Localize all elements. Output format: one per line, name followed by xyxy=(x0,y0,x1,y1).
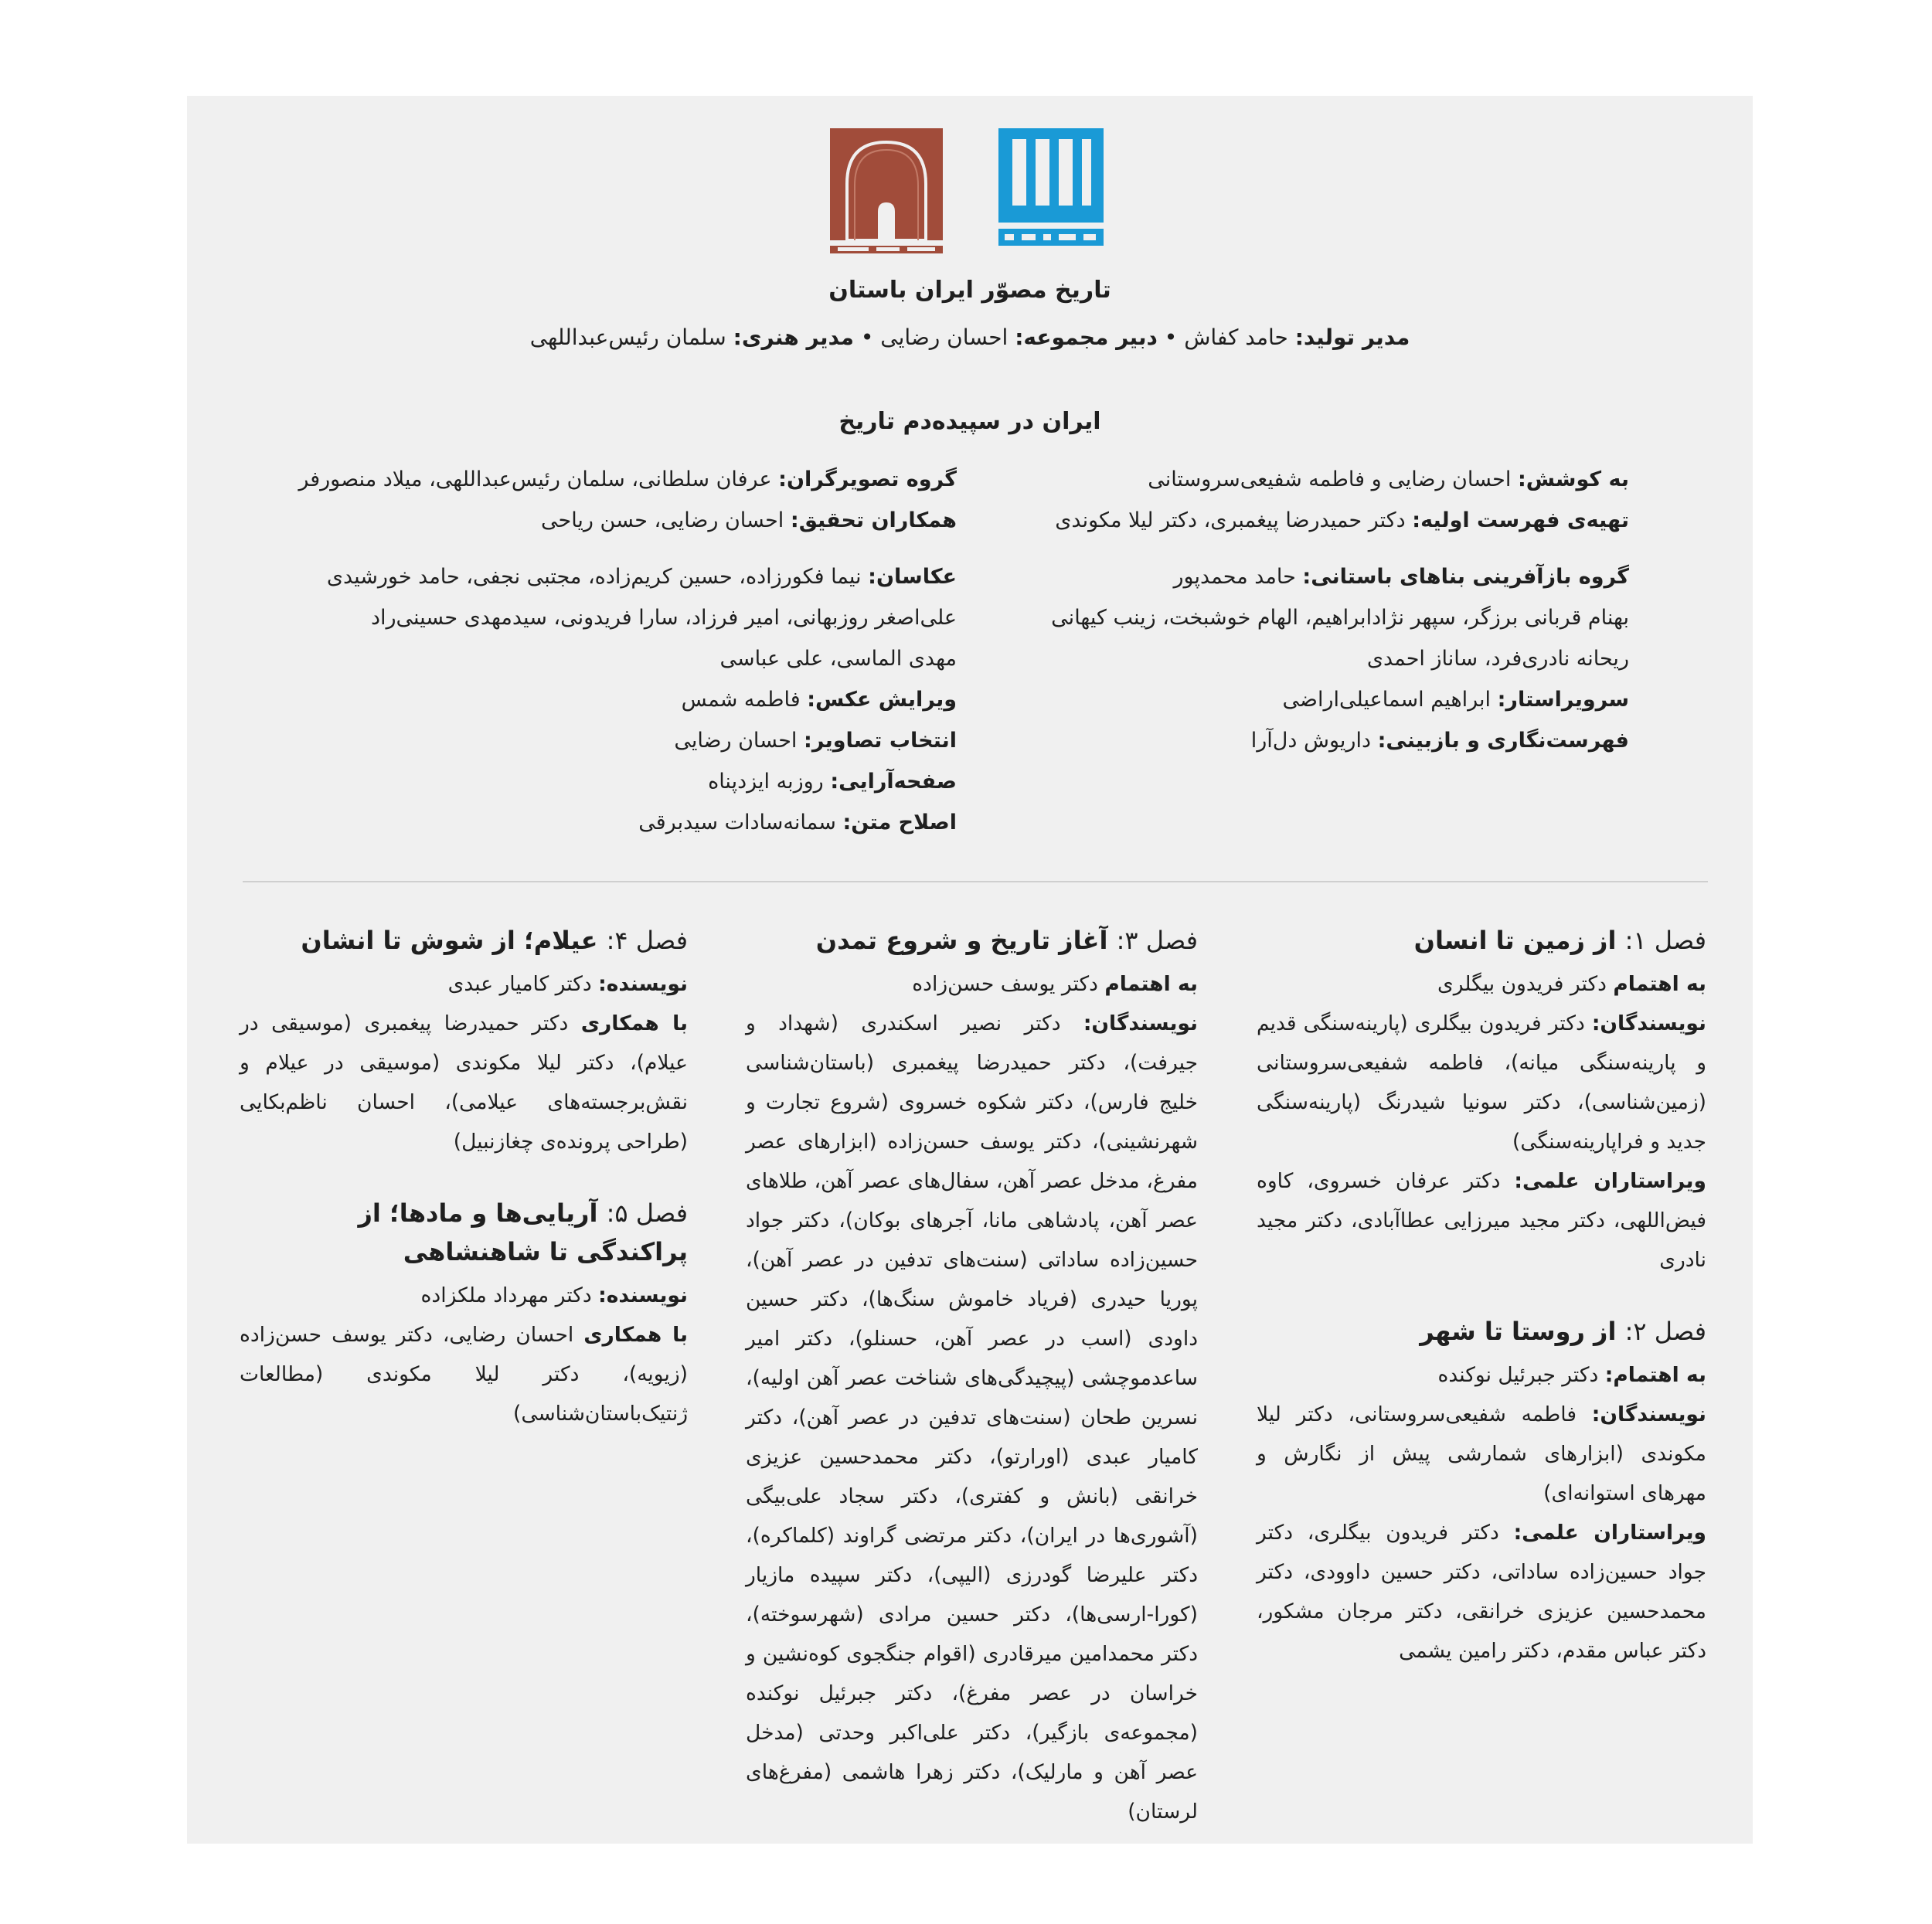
series-editor-label: دبیر مجموعه: xyxy=(1015,325,1158,350)
credit-label: با همکاری xyxy=(580,1011,688,1035)
chapter-authors xyxy=(746,1004,1198,1831)
credit-label: به اهتمام: xyxy=(1604,1363,1706,1387)
credit-label: نویسندگان: xyxy=(1083,1011,1198,1035)
chapter-supervision xyxy=(746,964,1198,1004)
credit-label: ویراستاران علمی: xyxy=(1513,1521,1706,1545)
credit-chief-editor xyxy=(1051,679,1629,720)
chapter-sci-editors xyxy=(1257,1161,1706,1280)
chapter-name: آریایی‌ها و مادها؛ از پراکندگی تا شاهنشاهی xyxy=(358,1198,688,1266)
chapter-1-title xyxy=(1257,921,1706,960)
art-director-label: مدیر هنری: xyxy=(733,325,854,350)
credit-reconstruction xyxy=(1051,556,1629,597)
chapter-collab xyxy=(240,1004,688,1161)
logo-area xyxy=(187,128,1753,260)
credit-label: نویسنده: xyxy=(598,972,688,996)
chapter-number: فصل ۳: xyxy=(1116,926,1198,955)
chapter-2-title xyxy=(1257,1312,1706,1351)
sayan-publications-logo xyxy=(998,128,1104,258)
series-editor: احسان رضایی xyxy=(880,325,1009,350)
chapter-authors xyxy=(1257,1395,1706,1513)
chapter-author xyxy=(240,1276,688,1315)
credit-layout xyxy=(298,761,957,802)
chapter-number: فصل ۴: xyxy=(606,926,688,955)
credit-value: نیما فکورزاده، حسین کریم‌زاده، مجتبی نجفی، حامد خورشیدی xyxy=(326,565,862,589)
credit-label: به کوشش: xyxy=(1517,467,1629,491)
credit-value: دکتر حمیدرضا پیغمبری، دکتر لیلا مکوندی xyxy=(1055,508,1406,532)
managers-line xyxy=(187,325,1753,350)
credit-label: نویسندگان: xyxy=(1591,1402,1706,1426)
chapter-collab xyxy=(240,1315,688,1433)
chapter-number: فصل ۵: xyxy=(606,1198,688,1228)
spacer xyxy=(1051,541,1629,556)
art-director: سلمان رئیس‌عبداللهی xyxy=(529,325,726,350)
credit-value: احسان رضایی، دکتر یوسف حسن‌زاده (زیویه)، دکتر لیلا مکوندی (مطالعات ژنتیک‌باستان‌شناسی) xyxy=(240,1323,688,1426)
credit-value-line: علی‌اصغر روزبهانی، امیر فرزاد، سارا فریدونی، سیدمهدی حسینی‌راد xyxy=(370,606,957,630)
chapter-supervision xyxy=(1257,1355,1706,1395)
credit-value: فاطمه شمس xyxy=(681,688,801,712)
chapter-authors xyxy=(1257,1004,1706,1161)
chapter-name: از زمین تا انسان xyxy=(1413,926,1617,955)
credit-value: دکتر نصیر اسکندری (شهداد و جیرفت)، دکتر حمیدرضا پیغمبری (باستان‌شناسی خلیج فارس)، دکتر شکوه خسروی (شروع تجارت و شهرنشینی)، دکتر یوسف حسن‌زاده (ابزارهای عصر مفرغ، مدخل عصر آهن، سفال‌های عصر آهن، طلاهای عصر آهن، پادشاهی مانا، آجرهای بوکان)، دکتر جواد حسین‌زاده ساداتی (سنت‌های تدفین در عصر آهن)، پوریا حیدری (فریاد خاموش سنگ‌ها)، دکتر حسین داودی (اسب در عصر آهن، حسنلو)، دکتر امیر ساعدموچشی (پیچیدگی‌های شناخت عصر آهن اولیه)، نسرین طحان (سنت‌های تدفین در عصر آهن)، دکتر کامیار عبدی (اورارتو)، دکتر محمدحسین عزیزی خرانقی (بانش و کفتری)، دکتر سجاد علی‌بیگی (آشوری‌ها در ایران)، دکتر مرتضی گراوند (کلماکره)، دکتر علیرضا گودرزی (الیپی)، دکتر سپیده مازیار (کورا-ارسی‌ها)، دکتر حسین مرادی (شهرسوخته)، دکتر محمدامین میرقادری (اقوام جنگجوی کوه‌نشین و خراسان در عصر مفرغ)، دکتر جبرئیل نوکنده (مجموعه‌ی بازگیر)، دکتر علی‌اکبر وحدتی (مدخل عصر آهن و مارلیک)، دکتر زهرا هاشمی (مفرغ‌های لرستان) xyxy=(746,1011,1198,1824)
chapter-5-title xyxy=(240,1194,688,1271)
credits-right-column xyxy=(1051,459,1629,761)
production-manager-label: مدیر تولید: xyxy=(1294,325,1410,350)
credit-value: حامد محمدپور xyxy=(1173,565,1296,589)
credit-label: ویراستاران علمی: xyxy=(1514,1169,1706,1193)
credit-value: فاطمه شفیعی‌سروستانی، دکتر لیلا مکوندی (ابزارهای شمارشی پیش از نگارش و مهرهای استوانه‌ای) xyxy=(1257,1402,1706,1505)
credit-label: گروه بازآفرینی بناهای باستانی: xyxy=(1302,565,1629,589)
spacer xyxy=(298,541,957,556)
credit-value: دکتر فریدون بیگلری، دکتر جواد حسین‌زاده ساداتی، دکتر حسین داوودی، دکتر محمدحسین عزیزی خرانقی، دکتر مرجان مشکور، دکتر عباس مقدم، دکتر رامین یشمی xyxy=(1257,1521,1706,1663)
chapter-supervision xyxy=(1257,964,1706,1004)
credit-value: ابراهیم اسماعیلی‌اراضی xyxy=(1282,688,1492,712)
credit-label: به اهتمام xyxy=(1104,972,1198,996)
bullet: • xyxy=(1164,325,1178,350)
bullet: • xyxy=(860,325,874,350)
credit-value: داریوش دل‌آرا xyxy=(1250,729,1371,753)
credit-value: احسان رضایی، حسن ریاحی xyxy=(541,508,784,532)
credit-label: همکاران تحقیق: xyxy=(790,508,957,532)
credit-photo-edit xyxy=(298,679,957,720)
credit-label: عکاسان: xyxy=(868,565,957,589)
credit-label: انتخاب تصاویر: xyxy=(804,729,957,753)
credit-value: احسان رضایی xyxy=(674,729,798,753)
credit-value: دکتر عرفان خسروی، کاوه فیض‌اللهی، دکتر مجید میرزایی عطاآبادی، دکتر مجید نادری xyxy=(1257,1169,1706,1272)
credit-value: دکتر مهرداد ملکزاده xyxy=(420,1283,592,1307)
chapter-column-2 xyxy=(746,921,1198,1831)
chapter-name: آغاز تاریخ و شروع تمدن xyxy=(815,926,1108,955)
spacer xyxy=(1257,1280,1706,1312)
credit-label: سرویراستار: xyxy=(1497,688,1629,712)
chapter-author xyxy=(240,964,688,1004)
credit-compiled xyxy=(1051,459,1629,500)
credit-label: نویسندگان: xyxy=(1591,1011,1706,1035)
credit-value-line: مهدی الماسی، علی عباسی xyxy=(719,647,957,671)
credit-label: با همکاری xyxy=(583,1323,688,1347)
credit-value: دکتر یوسف حسن‌زاده xyxy=(912,972,1098,996)
credit-value: دکتر فریدون بیگلری (پارینه‌سنگی قدیم و پارینه‌سنگی میانه)، فاطمه شفیعی‌سروستانی (زمین‌شناسی)، دکتر سونیا شیدرنگ (پارینه‌سنگی جدید و فراپارینه‌سنگی) xyxy=(1257,1011,1706,1154)
chapter-number: فصل ۲: xyxy=(1624,1317,1706,1346)
credits-left-column xyxy=(298,459,957,843)
national-museum-logo xyxy=(830,128,943,258)
credit-value: روزبه ایزدپناه xyxy=(708,770,824,794)
credit-illustrators xyxy=(298,459,957,500)
credit-label: گروه تصویرگران: xyxy=(778,467,957,491)
credit-image-select xyxy=(298,720,957,761)
credit-indexing xyxy=(1051,720,1629,761)
credit-photographers xyxy=(298,556,957,597)
book-credits-page xyxy=(187,96,1753,1844)
chapter-name: عیلام؛ از شوش تا انشان xyxy=(301,926,598,955)
book-title: تاریخ مصوّر ایران باستان xyxy=(828,277,1111,304)
credit-value: عرفان سلطانی، سلمان رئیس‌عبداللهی، میلاد منصورفر xyxy=(298,467,772,491)
chapter-4-title xyxy=(240,921,688,960)
credit-label: فهرست‌نگاری و بازبینی: xyxy=(1377,729,1629,753)
chapter-name: از روستا تا شهر xyxy=(1420,1317,1617,1346)
spacer xyxy=(240,1161,688,1194)
credit-initial-list xyxy=(1051,500,1629,541)
chapter-sci-editors xyxy=(1257,1513,1706,1671)
credit-label: نویسنده: xyxy=(598,1283,688,1307)
credit-value: دکتر فریدون بیگلری xyxy=(1437,972,1607,996)
chapter-column-1 xyxy=(1257,921,1706,1671)
chapter-number: فصل ۱: xyxy=(1624,926,1706,955)
chapter-column-3 xyxy=(240,921,688,1433)
credit-value: سمانه‌سادات سیدبرقی xyxy=(638,811,836,835)
credit-value: دکتر کامیار عبدی xyxy=(447,972,592,996)
production-manager: حامد کفاش xyxy=(1184,325,1288,350)
credit-label: ویرایش عکس: xyxy=(807,688,957,712)
credit-value: دکتر جبرئیل نوکنده xyxy=(1437,1363,1599,1387)
volume-title: ایران در سپیده‌دم تاریخ xyxy=(838,408,1101,435)
credit-value: احسان رضایی و فاطمه شفیعی‌سروستانی xyxy=(1148,467,1512,491)
credit-research xyxy=(298,500,957,541)
section-divider xyxy=(243,881,1708,882)
credit-label: صفحه‌آرایی: xyxy=(830,770,957,794)
credit-proofread xyxy=(298,802,957,843)
credit-value: دکتر حمیدرضا پیغمبری (موسیقی در عیلام)، دکتر لیلا مکوندی (موسیقی در عیلام و نقش‌برجسته‌های عیلامی)، احسان ناظم‌بکایی (طراحی پرونده‌ی چغازنبیل) xyxy=(240,1011,688,1154)
credit-value-line: ریحانه نادری‌فرد، ساناز احمدی xyxy=(1366,647,1629,671)
credit-label: تهیه‌ی فهرست اولیه: xyxy=(1412,508,1629,532)
credit-label: اصلاح متن: xyxy=(842,811,957,835)
credit-label: به اهتمام xyxy=(1613,972,1706,996)
chapter-3-title xyxy=(746,921,1198,960)
credit-value-line: بهنام قربانی برزگر، سپهر نژادابراهیم، الهام خوشبخت، زینب کیهانی xyxy=(1051,606,1629,630)
